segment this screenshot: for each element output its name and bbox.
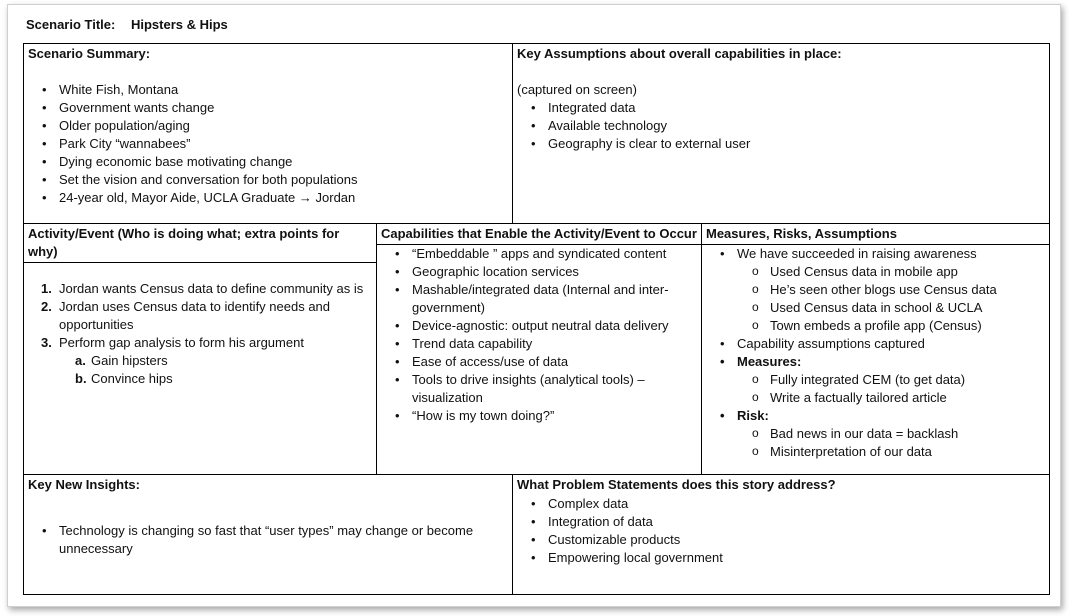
- list-item: • 24-year old, Mayor Aide, UCLA Graduate → Jordan: [24, 189, 512, 207]
- list-item: • Available technology: [513, 117, 1049, 135]
- list-item: • Park City “wannabees”: [24, 135, 512, 153]
- list-item: • Customizable products: [513, 531, 1049, 549]
- list-item-text: Jordan uses Census data to identify needs and opportunities: [59, 299, 331, 332]
- list-item: • Empowering local government: [513, 549, 1049, 567]
- list-item: • Device-agnostic: output neutral data delivery: [377, 317, 701, 335]
- scenario-title: [26, 17, 228, 32]
- list-item: • Ease of access/use of data: [377, 353, 701, 371]
- list-item: [24, 370, 376, 388]
- activity-event-cell: [23, 223, 377, 475]
- list-item: o Used Census data in school & UCLA: [702, 299, 1049, 317]
- capabilities-cell: [376, 223, 702, 475]
- list-item: • We have succeeded in raising awareness: [702, 245, 1049, 263]
- list-item: • Geography is clear to external user: [513, 135, 1049, 153]
- list-item: • Older population/aging: [24, 117, 512, 135]
- list-item: o Used Census data in mobile app: [702, 263, 1049, 281]
- list-item: • Capability assumptions captured: [702, 335, 1049, 353]
- list-item: o Fully integrated CEM (to get data): [702, 371, 1049, 389]
- list-item: [24, 280, 376, 298]
- problem-statements-header: What Problem Statements does this story address?: [517, 477, 836, 492]
- list-item: o Write a factually tailored article: [702, 389, 1049, 407]
- list-item: [24, 352, 376, 370]
- key-insights-list: [24, 522, 512, 558]
- list-item: • Government wants change: [24, 99, 512, 117]
- key-insights-cell: [23, 474, 513, 595]
- activity-sub-list: [59, 352, 376, 388]
- capabilities-header: Capabilities that Enable the Activity/Event to Occur: [377, 224, 701, 245]
- key-assumptions-cell: [512, 43, 1050, 224]
- list-item: • Integration of data: [513, 513, 1049, 531]
- list-item: o He’s seen other blogs use Census data: [702, 281, 1049, 299]
- list-item: • Set the vision and conversation for both populations: [24, 171, 512, 189]
- list-item: • White Fish, Montana: [24, 81, 512, 99]
- list-item: • Risk:: [702, 407, 1049, 425]
- list-item: • Geographic location services: [377, 263, 701, 281]
- problem-statements-list: [513, 495, 1049, 567]
- list-item: [24, 298, 376, 334]
- capabilities-list: [377, 245, 701, 425]
- list-item: o Town embeds a profile app (Census): [702, 317, 1049, 335]
- document-page: [7, 4, 1061, 607]
- scenario-summary-cell: [23, 43, 513, 224]
- key-insights-header: Key New Insights:: [28, 477, 140, 492]
- measures-sub-list: [702, 263, 1049, 335]
- list-item-text: Perform gap analysis to form his argument: [59, 335, 304, 350]
- list-item-letter: b.: [75, 371, 87, 386]
- problem-statements-cell: [512, 474, 1050, 595]
- scenario-table: [23, 43, 1050, 595]
- list-item: • “How is my town doing?”: [377, 407, 701, 425]
- measures-risks-header: Measures, Risks, Assumptions: [702, 224, 1049, 245]
- measures-list: [702, 245, 1049, 263]
- key-assumptions-note: (captured on screen): [517, 82, 637, 97]
- list-item-text: Gain hipsters: [91, 353, 168, 368]
- list-item: o Bad news in our data = backlash: [702, 425, 1049, 443]
- scenario-title-value: Hipsters & Hips: [130, 17, 228, 32]
- key-assumptions-list: [513, 99, 1049, 153]
- list-item: • Mashable/integrated data (Internal and inter-government): [377, 281, 701, 317]
- list-item: • Technology is changing so fast that “user types” may change or become unnecessary: [24, 522, 492, 558]
- list-item: • Dying economic base motivating change: [24, 153, 512, 171]
- measures-list: [702, 407, 1049, 425]
- list-item-number: 2.: [41, 299, 52, 314]
- list-item-number: 1.: [41, 281, 52, 296]
- list-item: • Integrated data: [513, 99, 1049, 117]
- measures-sub-list: [702, 371, 1049, 407]
- measures-list: [702, 335, 1049, 371]
- list-item-number: 3.: [41, 335, 52, 350]
- list-item: • Trend data capability: [377, 335, 701, 353]
- list-item: [24, 334, 376, 388]
- measures-sub-list: [702, 425, 1049, 461]
- list-item-text: Jordan wants Census data to define community as is: [59, 281, 364, 296]
- scenario-summary-list: [24, 81, 512, 207]
- list-item: • Measures:: [702, 353, 1049, 371]
- list-item-text: Convince hips: [91, 371, 173, 386]
- list-item: • Complex data: [513, 495, 1049, 513]
- activity-event-list: [24, 280, 376, 388]
- measures-risks-cell: [701, 223, 1050, 475]
- list-item: o Misinterpretation of our data: [702, 443, 1049, 461]
- list-item-letter: a.: [75, 353, 86, 368]
- scenario-title-label: Scenario Title:: [26, 17, 116, 32]
- activity-event-header: Activity/Event (Who is doing what; extra points for why): [24, 224, 376, 263]
- key-assumptions-header: Key Assumptions about overall capabilities in place:: [517, 46, 842, 61]
- list-item: • “Embeddable ” apps and syndicated content: [377, 245, 701, 263]
- list-item: • Tools to drive insights (analytical tools) – visualization: [377, 371, 701, 407]
- scenario-summary-header: Scenario Summary:: [28, 46, 151, 61]
